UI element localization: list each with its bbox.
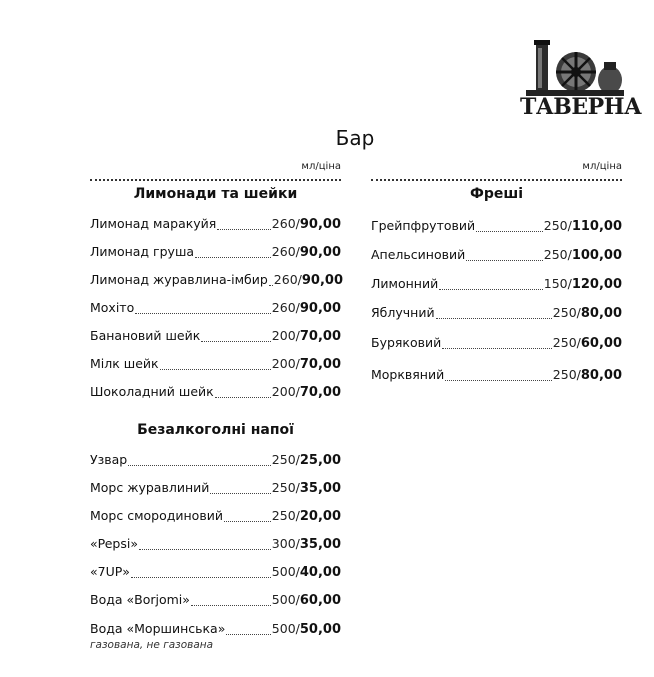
item-volume: 500 — [271, 592, 296, 607]
menu-item — [371, 218, 622, 236]
item-name: Лимонний — [371, 276, 439, 291]
menu-item — [90, 592, 341, 610]
menu-item — [90, 216, 341, 234]
item-volume: 300 — [271, 536, 296, 551]
menu-item — [90, 480, 341, 498]
units-header — [582, 161, 622, 172]
item-price: 70,00 — [299, 329, 341, 344]
section-title-fresh: Фреші — [469, 186, 524, 202]
item-name: Яблучний — [371, 305, 435, 320]
item-name: Апельсиновий — [371, 247, 466, 262]
item-name: Лимонад журавлина-імбир — [90, 272, 268, 287]
leader-dots — [135, 313, 271, 314]
item-volume: 260 — [271, 244, 296, 259]
item-name: Вода «Borjomi» — [90, 592, 190, 607]
item-separator: / — [295, 564, 300, 579]
leader-dots — [139, 549, 271, 550]
item-price: 120,00 — [571, 277, 622, 292]
item-volume: 200 — [271, 356, 296, 371]
item-price: 50,00 — [299, 622, 341, 637]
item-name: Вода «Моршинська» — [90, 621, 226, 636]
leader-dots — [210, 493, 270, 494]
item-price: 40,00 — [299, 565, 341, 580]
menu-item — [90, 244, 341, 262]
menu-item — [90, 621, 341, 639]
item-separator: / — [576, 367, 581, 382]
leader-dots — [476, 231, 543, 232]
item-price: 60,00 — [580, 336, 622, 351]
item-separator: / — [567, 276, 572, 291]
menu-item — [90, 328, 341, 346]
item-volume: 250 — [271, 452, 296, 467]
item-price: 20,00 — [299, 509, 341, 524]
item-volume: 260 — [273, 272, 298, 287]
item-name: Шоколадний шейк — [90, 384, 214, 399]
menu-item — [90, 384, 341, 402]
leader-dots — [131, 577, 271, 578]
menu-item — [371, 305, 622, 323]
leader-dots — [224, 521, 271, 522]
menu-item — [90, 272, 341, 290]
leader-dots — [466, 260, 543, 261]
item-separator: / — [295, 244, 300, 259]
item-price: 60,00 — [299, 593, 341, 608]
leader-dots — [269, 285, 273, 286]
menu-item — [90, 300, 341, 318]
menu-item — [90, 564, 341, 582]
item-name: Морс смородиновий — [90, 508, 223, 523]
item-price: 35,00 — [299, 537, 341, 552]
item-price: 110,00 — [571, 219, 622, 234]
leader-dots — [160, 369, 271, 370]
tavern-illustration-icon — [518, 36, 628, 96]
item-volume: 250 — [543, 247, 568, 262]
unit-separator: / — [596, 161, 600, 172]
item-volume: 200 — [271, 384, 296, 399]
menu-item — [90, 536, 341, 554]
divider — [90, 179, 341, 181]
item-price: 90,00 — [299, 301, 341, 316]
item-separator: / — [295, 452, 300, 467]
menu-item — [90, 508, 341, 526]
page-title: Бар — [335, 126, 375, 150]
item-volume: 500 — [271, 621, 296, 636]
menu-item — [90, 452, 341, 470]
item-volume: 250 — [552, 367, 577, 382]
item-separator: / — [295, 356, 300, 371]
item-name: Банановий шейк — [90, 328, 201, 343]
unit-volume: мл — [301, 161, 316, 172]
item-separator: / — [295, 480, 300, 495]
item-name: Морс журавлиний — [90, 480, 210, 495]
item-volume: 200 — [271, 328, 296, 343]
divider — [371, 179, 622, 181]
leader-dots — [128, 465, 271, 466]
item-separator: / — [576, 305, 581, 320]
item-name: «Pepsi» — [90, 536, 138, 551]
leader-dots — [215, 397, 271, 398]
section-title-soft-drinks: Безалкоголні напої — [137, 422, 294, 438]
item-name: Мілк шейк — [90, 356, 159, 371]
item-name: Мохіто — [90, 300, 135, 315]
leader-dots — [226, 634, 270, 635]
item-price: 70,00 — [299, 385, 341, 400]
unit-volume: мл — [582, 161, 597, 172]
item-separator: / — [567, 247, 572, 262]
item-volume: 260 — [271, 216, 296, 231]
item-price: 25,00 — [299, 453, 341, 468]
taverna-logo — [518, 36, 642, 122]
item-separator: / — [295, 621, 300, 636]
item-separator: / — [567, 218, 572, 233]
item-price: 100,00 — [571, 248, 622, 263]
item-separator: / — [295, 300, 300, 315]
item-price: 90,00 — [299, 245, 341, 260]
menu-item — [371, 367, 622, 385]
item-separator: / — [295, 508, 300, 523]
leader-dots — [191, 605, 271, 606]
item-separator: / — [576, 335, 581, 350]
unit-price: ціна — [318, 161, 341, 172]
item-volume: 250 — [552, 305, 577, 320]
item-volume: 250 — [271, 480, 296, 495]
item-name: Морквяний — [371, 367, 445, 382]
item-note: газована, не газована — [90, 639, 214, 651]
section-title-lemonades: Лимонади та шейки — [133, 186, 298, 202]
item-price: 35,00 — [299, 481, 341, 496]
unit-separator: / — [315, 161, 319, 172]
item-separator: / — [295, 592, 300, 607]
item-name: «7UP» — [90, 564, 130, 579]
item-price: 80,00 — [580, 368, 622, 383]
leader-dots — [442, 348, 552, 349]
item-name: Узвар — [90, 452, 128, 467]
item-separator: / — [295, 536, 300, 551]
item-separator: / — [297, 272, 302, 287]
logo-text: ТАВЕРНА — [520, 94, 642, 120]
item-volume: 150 — [543, 276, 568, 291]
item-name: Грейпфрутовий — [371, 218, 476, 233]
item-price: 80,00 — [580, 306, 622, 321]
item-separator: / — [295, 384, 300, 399]
item-price: 90,00 — [299, 217, 341, 232]
item-separator: / — [295, 216, 300, 231]
leader-dots — [439, 289, 543, 290]
item-price: 90,00 — [301, 273, 343, 288]
item-volume: 500 — [271, 564, 296, 579]
item-price: 70,00 — [299, 357, 341, 372]
menu-item — [371, 276, 622, 294]
item-volume: 250 — [271, 508, 296, 523]
leader-dots — [445, 380, 552, 381]
menu-item — [90, 356, 341, 374]
item-volume: 250 — [552, 335, 577, 350]
item-volume: 250 — [543, 218, 568, 233]
menu-item — [371, 247, 622, 265]
item-name: Лимонад груша — [90, 244, 195, 259]
item-name: Буряковий — [371, 335, 442, 350]
menu-item — [371, 335, 622, 353]
leader-dots — [195, 257, 271, 258]
item-separator: / — [295, 328, 300, 343]
unit-price: ціна — [599, 161, 622, 172]
leader-dots — [436, 318, 552, 319]
item-name: Лимонад маракуйя — [90, 216, 217, 231]
leader-dots — [217, 229, 270, 230]
units-header — [301, 161, 341, 172]
item-volume: 260 — [271, 300, 296, 315]
leader-dots — [201, 341, 271, 342]
